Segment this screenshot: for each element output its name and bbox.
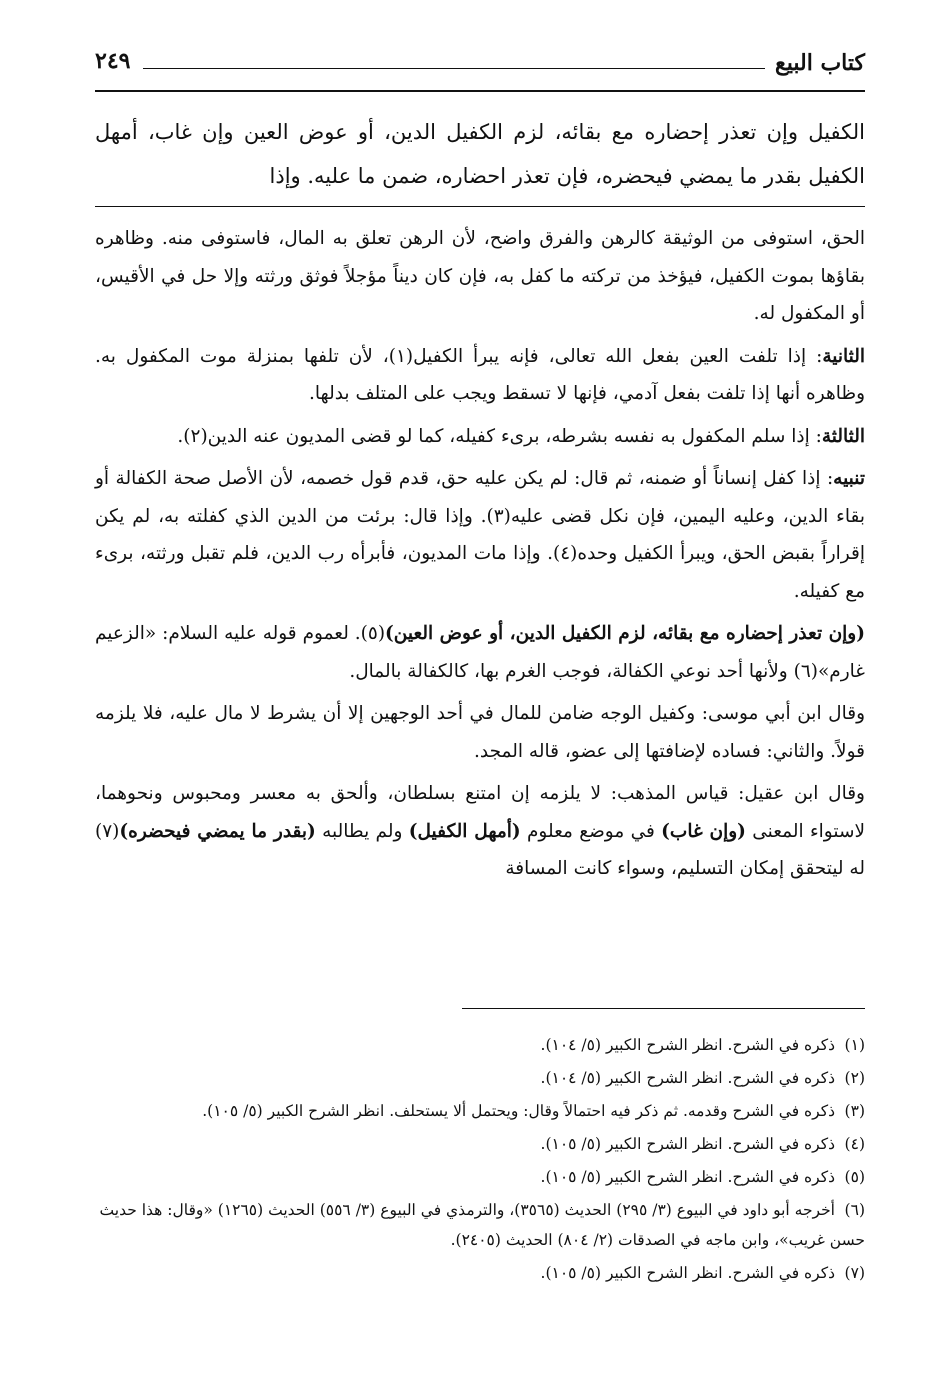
footnote [95, 1030, 865, 1060]
footnote-text: ذكره في الشرح وقدمه. ثم ذكر فيه احتمالاً وقال: ويحتمل ألا يستحلف. انظر الشرح الكبير (٥/ ١٠٥). [202, 1102, 835, 1120]
footnote-text: ذكره في الشرح. انظر الشرح الكبير (٥/ ١٠٥). [540, 1168, 835, 1186]
header-rule [143, 68, 765, 69]
sharh-text [95, 220, 865, 893]
book-title: كتاب البيع [775, 50, 865, 76]
footnote-number: (١) [844, 1036, 865, 1054]
footnote-number: (٥) [844, 1168, 865, 1186]
sharh-paragraph: وقال ابن عقيل: قياس المذهب: لا يلزمه إن امتنع بسلطان، وألحق به معسر ومحبوس ونحوهما، لاستواء المعنى (وإن غاب) في موضع معلوم (أمهل الكفيل) ولم يطالبه (بقدر ما يمضي فيحضره)(٧) له ليتحقق إمكان التسليم، وسواء كانت المسافة [95, 783, 865, 879]
matn-quote: (وإن تعذر إحضاره مع بقائه، لزم الكفيل الدين، أو عوض العين) [385, 623, 865, 644]
matn-quote: (أمهل الكفيل) [408, 820, 521, 842]
paragraph-heading: الثانية [822, 345, 865, 367]
sharh-paragraph: الحق، استوفى من الوثيقة كالرهن والفرق واضح، لأن الرهن تعلق به المال، فاستوفى منه. وظاهره بقاؤها بموت الكفيل، فيؤخذ من تركته ما كفل به، فإن كان ديناً مؤجلاً فوثق ورثته وإلا حل في الأقيس، أو المكفول له. [95, 228, 865, 324]
footnote [95, 1195, 865, 1255]
footnote [95, 1258, 865, 1288]
footnote [95, 1096, 865, 1126]
matn-quote: (بقدر ما يمضي فيحضره) [119, 820, 316, 842]
sharh-paragraph: الثانية: إذا تلفت العين بفعل الله تعالى، فإنه يبرأ الكفيل(١)، لأن تلفها بمنزلة موت المكفول به. وظاهره أنها إذا تلفت بفعل آدمي، فإنها لا تسقط ويجب على المتلف بدلها. [95, 345, 865, 404]
footnote-separator [462, 1008, 865, 1009]
footnote-number: (٧) [844, 1264, 865, 1282]
footnote [95, 1063, 865, 1093]
footnote [95, 1129, 865, 1159]
footnote-number: (٦) [844, 1201, 865, 1219]
footnote-text: ذكره في الشرح. انظر الشرح الكبير (٥/ ١٠٥). [540, 1264, 835, 1282]
matn-quote: (وإن غاب) [661, 820, 746, 842]
sharh-paragraph: وقال ابن أبي موسى: وكفيل الوجه ضامن للمال في أحد الوجهين إلا أن يشرط لا مال عليه، فلا يلزمه قولاً. والثاني: فساده لإضافتها إلى عضو، قاله المجد. [95, 703, 866, 762]
footnote-text: ذكره في الشرح. انظر الشرح الكبير (٥/ ١٠٤). [540, 1036, 835, 1054]
sharh-paragraph: الثالثة: إذا سلم المكفول به نفسه بشرطه، برىء كفيله، كما لو قضى المديون عنه الدين(٢). [177, 425, 865, 447]
paragraph-heading: تنبيه [833, 468, 865, 489]
footnotes [95, 1030, 865, 1291]
page-header [95, 40, 865, 92]
footnote-number: (٤) [844, 1135, 865, 1153]
footnote [95, 1162, 865, 1192]
footnote-number: (٢) [844, 1069, 865, 1087]
sharh-paragraph: (وإن تعذر إحضاره مع بقائه، لزم الكفيل الدين، أو عوض العين)(٥). لعموم قوله عليه السلام: «الزعيم غارم»(٦) ولأنها أحد نوعي الكفالة، فوجب الغرم بها، كالكفالة بالمال. [95, 623, 865, 682]
footnote-text: ذكره في الشرح. انظر الشرح الكبير (٥/ ١٠٥). [540, 1135, 835, 1153]
page-number: ٢٤٩ [95, 48, 131, 74]
matn-separator [95, 206, 865, 207]
paragraph-heading: الثالثة [821, 425, 865, 447]
matn-text: الكفيل وإن تعذر إحضاره مع بقائه، لزم الكفيل الدين، أو عوض العين وإن غاب، أمهل الكفيل بقدر ما يمضي فيحضره، فإن تعذر احضاره، ضمن ما عليه. وإذا [95, 120, 865, 188]
footnote-text: ذكره في الشرح. انظر الشرح الكبير (٥/ ١٠٤). [540, 1069, 835, 1087]
footnote-number: (٣) [844, 1102, 865, 1120]
sharh-paragraph: تنبيه: إذا كفل إنساناً أو ضمنه، ثم قال: لم يكن عليه حق، قدم قول خصمه، لأن الأصل صحة الكفالة أو بقاء الدين، وعليه اليمين، فإن نكل قضى عليه(٣). وإذا قال: برئت من الدين الذي كفلته به، لم يكن إقراراً بقبض الحق، ويبرأ الكفيل وحده(٤). وإذا مات المديون، فأبرأه رب الدين، فلم تقبل ورثته، برىء مع كفيله. [95, 468, 865, 602]
footnote-text: أخرجه أبو داود في البيوع (٣/ ٢٩٥) الحديث (٣٥٦٥)، والترمذي في البيوع (٣/ ٥٥٦) الحديث (١٢٦٥) «وقال: هذا حديث حسن غريب»، وابن ماجه في الصدقات (٢/ ٨٠٤) الحديث (٢٤٠٥). [99, 1201, 865, 1249]
